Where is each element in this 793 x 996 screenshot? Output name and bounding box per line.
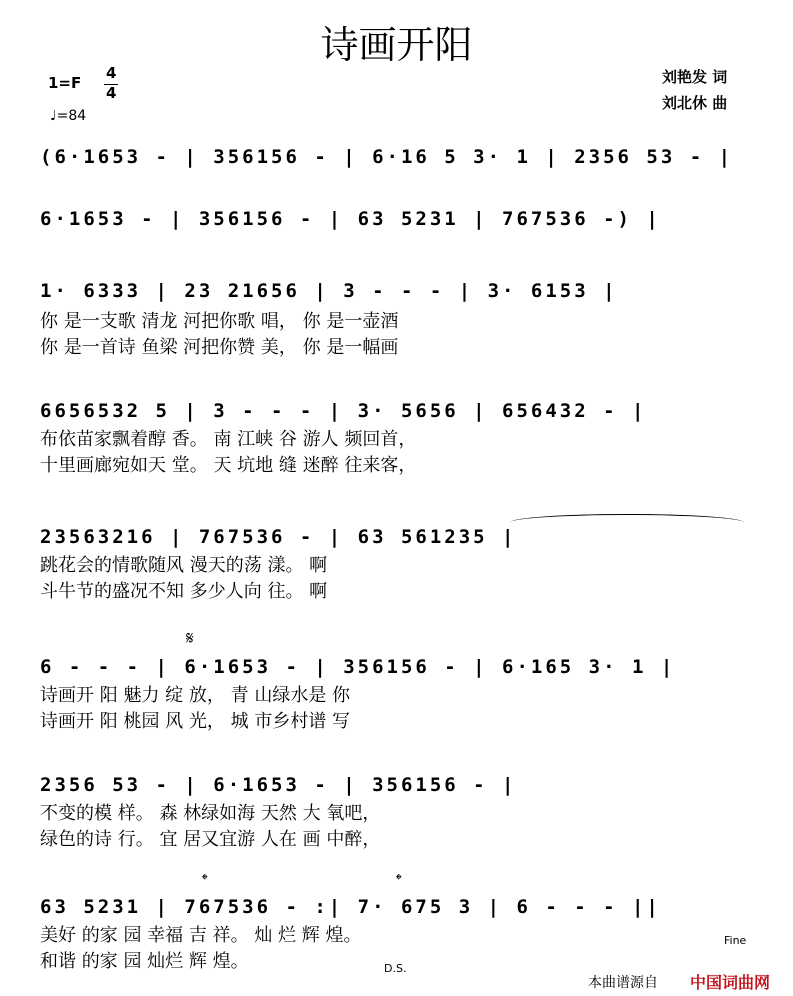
segno-sign: 𝄋 <box>186 628 194 649</box>
key-signature: 1=F <box>48 74 82 92</box>
lyric-verse-2: 诗画开 阳 桃园 风 光， 城 市乡村谱 写 <box>40 711 351 732</box>
time-signature-top: 4 <box>106 64 117 82</box>
notation-line: 6656532 5 | 3 - - - | 3· 5656 | 656432 - | <box>40 400 647 422</box>
song-title: 诗画开阳 <box>320 23 473 67</box>
fine-marking: Fine <box>724 934 747 947</box>
notation-line: 23563216 | 767536 - | 63 561235 | <box>40 526 517 548</box>
lyric-verse-2: 绿色的诗 行。 宜 居又宜游 人在 画 中醉， <box>40 829 381 850</box>
coda-sign: 𝄌 <box>396 870 402 889</box>
lyric-verse-1: 美好 的家 园 幸福 吉 祥。 灿 烂 辉 煌。 <box>40 925 362 946</box>
site-link[interactable]: 中国词曲网 <box>690 973 771 992</box>
notation-line: (6·1653 - | 356156 - | 6·16 5 3· 1 | 2356 53 - | <box>40 146 734 168</box>
lyric-verse-2: 十里画廊宛如天 堂。 天 坑地 缝 迷醉 往来客， <box>40 455 417 476</box>
time-signature-bottom: 4 <box>106 84 117 102</box>
lyric-verse-1: 不变的模 样。 森 林绿如海 天然 大 氧吧， <box>40 803 381 824</box>
source-label: 本曲谱源自 <box>588 975 658 991</box>
lyric-verse-1: 诗画开 阳 魅力 绽 放， 青 山绿水是 你 <box>40 685 351 706</box>
notation-line: 2356 53 - | 6·1653 - | 356156 - | <box>40 774 517 796</box>
lyric-verse-2: 和谐 的家 园 灿烂 辉 煌。 <box>40 951 249 972</box>
composer-credit: 刘北休 曲 <box>662 94 728 112</box>
notation-line: 1· 6333 | 23 21656 | 3 - - - | 3· 6153 | <box>40 280 618 302</box>
notation-line: 6 - - - | 6·1653 - | 356156 - | 6·165 3· 1 | <box>40 656 676 678</box>
lyric-verse-2: 斗牛节的盛况不知 多少人向 往。 啊 <box>40 581 328 602</box>
lyric-verse-2: 你 是一首诗 鱼梁 河把你赞 美， 你 是一幅画 <box>40 337 399 358</box>
tempo-marking: ♩=84 <box>50 108 87 124</box>
lyricist-credit: 刘艳发 词 <box>662 68 728 86</box>
notation-line: 63 5231 | 767536 - :| 7· 675 3 | 6 - - - || <box>40 896 661 918</box>
lyric-verse-1: 布依苗家飘着醇 香。 南 江峡 谷 游人 频回首， <box>40 429 417 450</box>
ds-marking: D.S. <box>384 962 407 975</box>
lyric-verse-1: 你 是一支歌 清龙 河把你歌 唱， 你 是一壶酒 <box>40 311 399 332</box>
coda-sign: 𝄌 <box>202 870 208 889</box>
notation-line: 6·1653 - | 356156 - | 63 5231 | 767536 -) | <box>40 208 661 230</box>
lyric-verse-1: 跳花会的情歌随风 漫天的荡 漾。 啊 <box>40 555 328 576</box>
